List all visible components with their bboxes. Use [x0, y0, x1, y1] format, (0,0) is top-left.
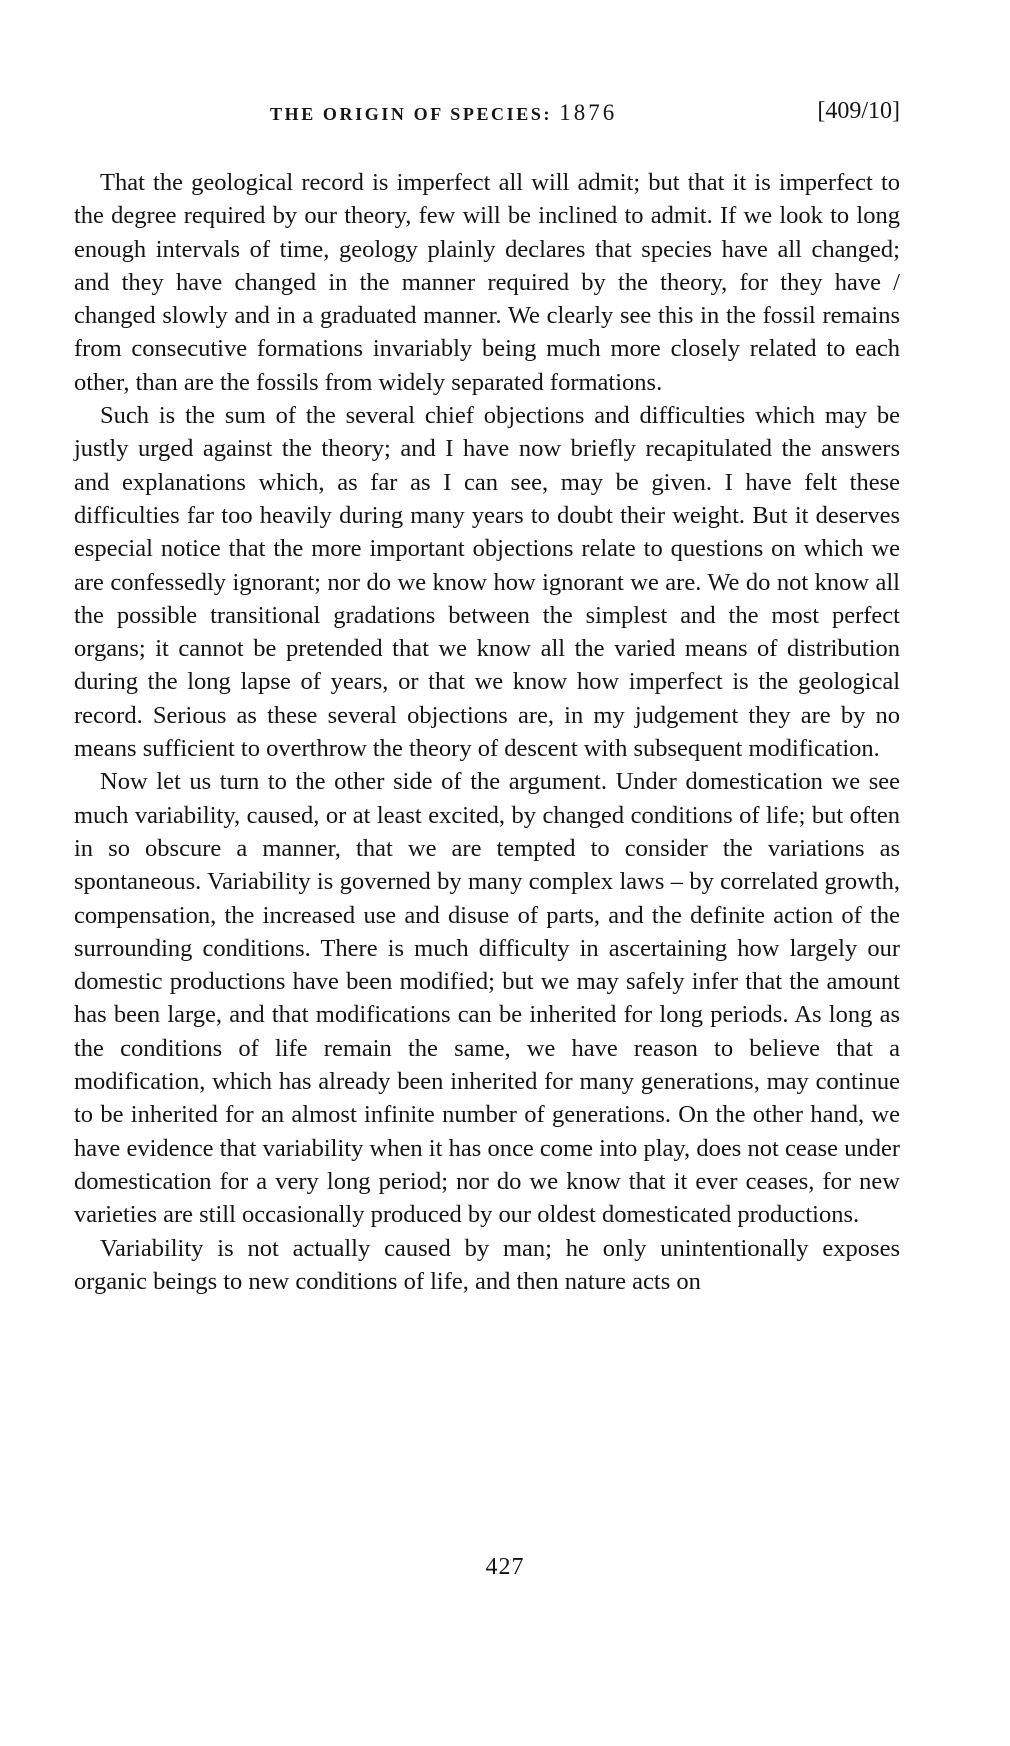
book-title: THE ORIGIN OF SPECIES: — [270, 104, 553, 124]
book-page — [74, 100, 900, 1298]
edition-year: 1876 — [559, 100, 618, 125]
paragraph: Now let us turn to the other side of the argument. Under domestication we see much variability, caused, or at least excited, by changed conditions of life; but often in so obscure a manner, that we are tempted to consider the variations as spontaneous. Variability is governed by many complex laws – by correlated growth, compensation, the increased use and disuse of parts, and the definite action of the surrounding conditions. There is much difficulty in ascertaining how largely our domestic productions have been modified; but we may safely infer that the amount has been large, and that modifications can be inherited for long periods. As long as the conditions of life remain the same, we have reason to believe that a modification, which has already been inherited for many generations, may continue to be inherited for an almost infinite number of generations. On the other hand, we have evidence that variability when it has once come into play, does not cease under domestication for a very long period; nor do we know that it ever ceases, for new varieties are still occasionally produced by our oldest domesticated productions. — [74, 768, 900, 1229]
running-header — [74, 100, 900, 134]
running-title — [270, 100, 617, 126]
paragraph: Variability is not actually caused by man; he only unintentionally exposes organic beings to new conditions of life, and then nature acts on — [74, 1234, 900, 1295]
paragraph: That the geological record is imperfect all will admit; but that it is imperfect to the degree required by our theory, few will be inclined to admit. If we look to long enough intervals of time, geology plainly declares that species have all changed; and they have changed in the manner required by the theory, for they have / changed slowly and in a graduated manner. We clearly see this in the fossil remains from consecutive formations invariably being much more closely related to each other, than are the fossils from widely separated formations. — [74, 169, 900, 396]
original-page-reference: [409/10] — [817, 98, 900, 124]
paragraph: Such is the sum of the several chief objections and difficulties which may be justly urged against the theory; and I have now briefly recapitulated the answers and explanations which, as far as I can see, may be given. I have felt these difficulties far too heavily during many years to doubt their weight. But it deserves especial notice that the more important objections relate to questions on which we are confessedly ignorant; nor do we know how ignorant we are. We do not know all the possible transitional gradations between the simplest and the most perfect organs; it cannot be pretended that we know all the varied means of distribution during the long lapse of years, or that we know how imperfect is the geological record. Serious as these several objections are, in my judgement they are by no means sufficient to overthrow the theory of descent with subsequent modification. — [74, 402, 900, 763]
page-number: 427 — [485, 1554, 525, 1580]
body-text — [74, 166, 900, 1298]
